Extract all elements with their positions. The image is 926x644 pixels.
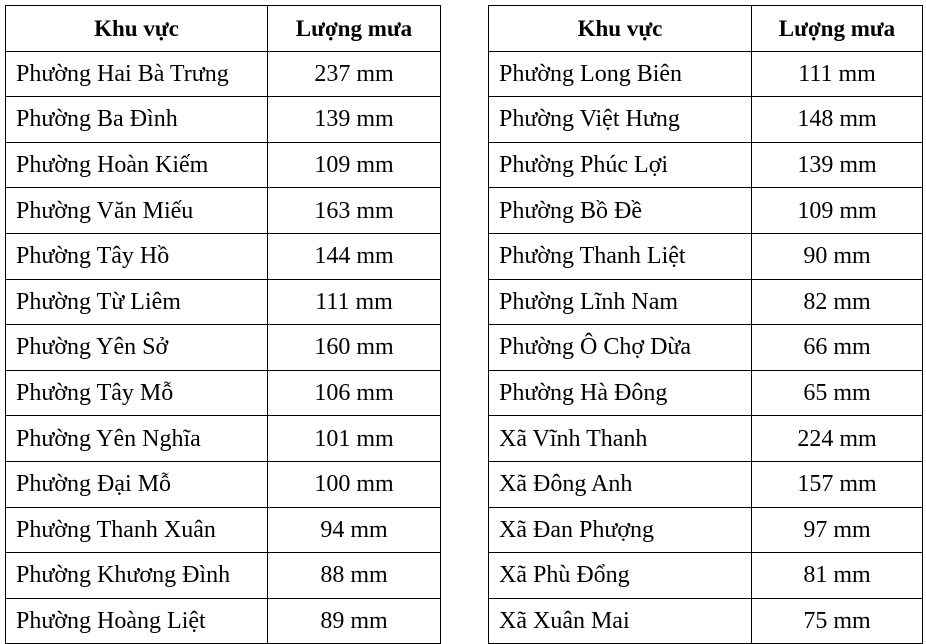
table-row xyxy=(489,553,923,599)
header-rainfall: Lượng mưa xyxy=(752,6,923,52)
area-cell: Phường Yên Sở xyxy=(6,325,268,371)
rainfall-cell: 144 mm xyxy=(268,233,441,279)
area-cell: Phường Hà Đông xyxy=(489,370,752,416)
table-row xyxy=(6,370,441,416)
rainfall-cell: 157 mm xyxy=(752,461,923,507)
rainfall-cell: 66 mm xyxy=(752,325,923,371)
header-row xyxy=(6,6,441,52)
rainfall-cell: 88 mm xyxy=(268,553,441,599)
area-cell: Phường Thanh Liệt xyxy=(489,233,752,279)
table-row xyxy=(489,461,923,507)
area-cell: Phường Long Biên xyxy=(489,51,752,97)
rainfall-cell: 65 mm xyxy=(752,370,923,416)
rainfall-cell: 94 mm xyxy=(268,507,441,553)
area-cell: Phường Ô Chợ Dừa xyxy=(489,325,752,371)
area-cell: Phường Thanh Xuân xyxy=(6,507,268,553)
area-cell: Phường Hoàng Liệt xyxy=(6,598,268,644)
area-cell: Xã Xuân Mai xyxy=(489,598,752,644)
table-row xyxy=(6,233,441,279)
rainfall-table-right xyxy=(488,5,923,644)
area-cell: Phường Hai Bà Trưng xyxy=(6,51,268,97)
rainfall-cell: 109 mm xyxy=(752,188,923,234)
table-row xyxy=(489,142,923,188)
rainfall-cell: 81 mm xyxy=(752,553,923,599)
rainfall-cell: 224 mm xyxy=(752,416,923,462)
header-area: Khu vực xyxy=(6,6,268,52)
area-cell: Phường Phúc Lợi xyxy=(489,142,752,188)
table-row xyxy=(489,51,923,97)
area-cell: Phường Từ Liêm xyxy=(6,279,268,325)
table-row xyxy=(489,97,923,143)
area-cell: Phường Lĩnh Nam xyxy=(489,279,752,325)
area-cell: Xã Vĩnh Thanh xyxy=(489,416,752,462)
area-cell: Phường Đại Mỗ xyxy=(6,461,268,507)
table-row xyxy=(489,188,923,234)
header-row xyxy=(489,6,923,52)
table-row xyxy=(489,370,923,416)
rainfall-cell: 97 mm xyxy=(752,507,923,553)
rainfall-cell: 237 mm xyxy=(268,51,441,97)
area-cell: Phường Bồ Đề xyxy=(489,188,752,234)
rainfall-cell: 139 mm xyxy=(752,142,923,188)
rainfall-cell: 75 mm xyxy=(752,598,923,644)
table-row xyxy=(489,279,923,325)
rainfall-cell: 82 mm xyxy=(752,279,923,325)
table-row xyxy=(6,188,441,234)
table-row xyxy=(489,598,923,644)
table-row xyxy=(6,325,441,371)
table-row xyxy=(489,416,923,462)
table-row xyxy=(6,142,441,188)
rainfall-cell: 90 mm xyxy=(752,233,923,279)
area-cell: Phường Khương Đình xyxy=(6,553,268,599)
area-cell: Phường Việt Hưng xyxy=(489,97,752,143)
rainfall-cell: 139 mm xyxy=(268,97,441,143)
table-row xyxy=(489,233,923,279)
area-cell: Xã Phù Đổng xyxy=(489,553,752,599)
area-cell: Phường Ba Đình xyxy=(6,97,268,143)
table-row xyxy=(6,553,441,599)
table-row xyxy=(489,507,923,553)
table-row xyxy=(6,507,441,553)
table-row xyxy=(6,279,441,325)
table-row xyxy=(6,51,441,97)
rainfall-cell: 148 mm xyxy=(752,97,923,143)
area-cell: Phường Văn Miếu xyxy=(6,188,268,234)
area-cell: Phường Hoàn Kiếm xyxy=(6,142,268,188)
area-cell: Xã Đan Phượng xyxy=(489,507,752,553)
table-row xyxy=(489,325,923,371)
rainfall-cell: 100 mm xyxy=(268,461,441,507)
table-row xyxy=(6,461,441,507)
rainfall-cell: 109 mm xyxy=(268,142,441,188)
area-cell: Phường Tây Mỗ xyxy=(6,370,268,416)
rainfall-cell: 101 mm xyxy=(268,416,441,462)
rainfall-cell: 163 mm xyxy=(268,188,441,234)
rainfall-table-left xyxy=(5,5,441,644)
header-rainfall: Lượng mưa xyxy=(268,6,441,52)
rainfall-cell: 111 mm xyxy=(268,279,441,325)
rainfall-cell: 106 mm xyxy=(268,370,441,416)
area-cell: Phường Yên Nghĩa xyxy=(6,416,268,462)
rainfall-cell: 89 mm xyxy=(268,598,441,644)
header-area: Khu vực xyxy=(489,6,752,52)
table-row xyxy=(6,416,441,462)
area-cell: Xã Đông Anh xyxy=(489,461,752,507)
area-cell: Phường Tây Hồ xyxy=(6,233,268,279)
table-row xyxy=(6,97,441,143)
rainfall-cell: 160 mm xyxy=(268,325,441,371)
rainfall-cell: 111 mm xyxy=(752,51,923,97)
table-row xyxy=(6,598,441,644)
